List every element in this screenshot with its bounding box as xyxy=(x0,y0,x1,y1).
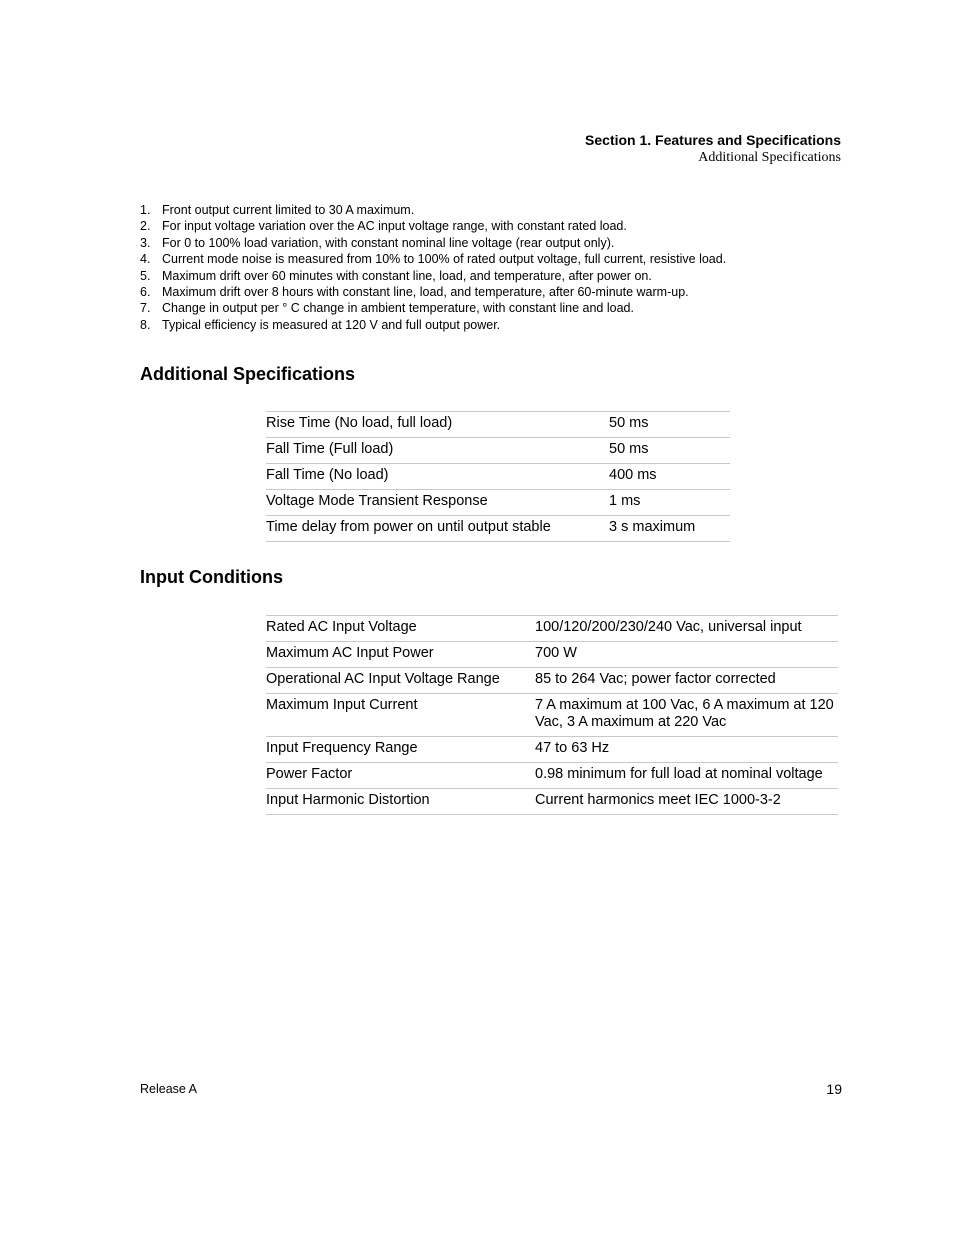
footnote-number: 1. xyxy=(140,203,151,217)
running-header xyxy=(585,131,841,167)
footnote-item xyxy=(140,268,726,284)
footnote-text: Front output current limited to 30 A maximum. xyxy=(162,203,415,217)
footer-release: Release A xyxy=(140,1082,197,1096)
spec-value: 0.98 minimum for full load at nominal voltage xyxy=(535,766,823,782)
spec-label: Power Factor xyxy=(266,766,353,782)
footnote-number: 4. xyxy=(140,252,151,267)
footnote-number: 5. xyxy=(140,268,151,283)
table-row xyxy=(266,737,838,763)
spec-label: Input Harmonic Distortion xyxy=(266,792,430,808)
footnote-list xyxy=(140,202,726,333)
footnote-number: 6. xyxy=(140,285,151,300)
spec-label: Fall Time (Full load) xyxy=(266,441,394,457)
spec-value: 3 s maximum xyxy=(609,519,696,535)
spec-label: Maximum Input Current xyxy=(266,697,418,713)
spec-label: Rise Time (No load, full load) xyxy=(266,415,453,431)
spec-value: 7 A maximum at 100 Vac, 6 A maximum at 120 Vac, 3 A maximum at 220 Vac xyxy=(535,697,834,730)
spec-label: Time delay from power on until output stable xyxy=(266,519,551,535)
table-row xyxy=(266,490,730,516)
spec-label: Voltage Mode Transient Response xyxy=(266,493,488,509)
spec-label: Operational AC Input Voltage Range xyxy=(266,671,500,687)
table-row xyxy=(266,694,838,737)
footnote-item xyxy=(140,218,726,234)
spec-label: Input Frequency Range xyxy=(266,740,418,756)
footnote-item xyxy=(140,284,726,300)
footnote-text: Maximum drift over 60 minutes with constant line, load, and temperature, after power on. xyxy=(162,268,652,283)
table-row xyxy=(266,516,730,542)
additional-specifications-heading: Additional Specifications xyxy=(140,364,356,384)
spec-label: Fall Time (No load) xyxy=(266,467,389,483)
spec-value: 100/120/200/230/240 Vac, universal input xyxy=(535,619,802,635)
input-conditions-heading: Input Conditions xyxy=(140,567,283,587)
footnote-number: 2. xyxy=(140,219,151,234)
table-row xyxy=(266,616,838,642)
footnote-text: Maximum drift over 8 hours with constant line, load, and temperature, after 60-minute warm-up. xyxy=(162,285,689,300)
spec-label: Rated AC Input Voltage xyxy=(266,619,417,635)
footnote-number: 7. xyxy=(140,301,151,316)
spec-value: 47 to 63 Hz xyxy=(535,740,610,756)
spec-value: 700 W xyxy=(535,645,577,661)
footnote-number: 8. xyxy=(140,317,151,332)
spec-value: 50 ms xyxy=(609,441,649,457)
additional-specifications-table xyxy=(266,411,730,542)
footnote-item xyxy=(140,317,726,333)
footnote-item xyxy=(140,235,726,251)
spec-value: 400 ms xyxy=(609,467,657,483)
footer-page-number: 19 xyxy=(826,1081,842,1097)
input-conditions-table xyxy=(266,615,838,815)
footnote-text: For input voltage variation over the AC input voltage range, with constant rated load. xyxy=(162,219,627,234)
table-row xyxy=(266,789,838,815)
table-row xyxy=(266,412,730,438)
header-section-title: Section 1. Features and Specifications xyxy=(585,132,841,148)
footnote-item xyxy=(140,251,726,267)
spec-value: 50 ms xyxy=(609,415,649,431)
footnote-text: Change in output per ° C change in ambient temperature, with constant line and load. xyxy=(162,301,634,316)
footnote-text: Current mode noise is measured from 10% to 100% of rated output voltage, full current, resistive load. xyxy=(162,252,727,267)
footnote-number: 3. xyxy=(140,235,151,250)
table-row xyxy=(266,438,730,464)
table-row xyxy=(266,763,838,789)
header-subsection-title: Additional Specifications xyxy=(698,150,841,165)
footnote-item xyxy=(140,300,726,316)
table-row xyxy=(266,642,838,668)
spec-value: 85 to 264 Vac; power factor corrected xyxy=(535,671,776,687)
spec-label: Maximum AC Input Power xyxy=(266,645,434,661)
footnote-text: For 0 to 100% load variation, with constant nominal line voltage (rear output only). xyxy=(162,235,615,250)
footnote-item xyxy=(140,202,726,218)
spec-value: Current harmonics meet IEC 1000-3-2 xyxy=(535,792,781,808)
footnote-text: Typical efficiency is measured at 120 V and full output power. xyxy=(162,317,501,332)
table-row xyxy=(266,464,730,490)
spec-value: 1 ms xyxy=(609,493,641,509)
table-row xyxy=(266,668,838,694)
